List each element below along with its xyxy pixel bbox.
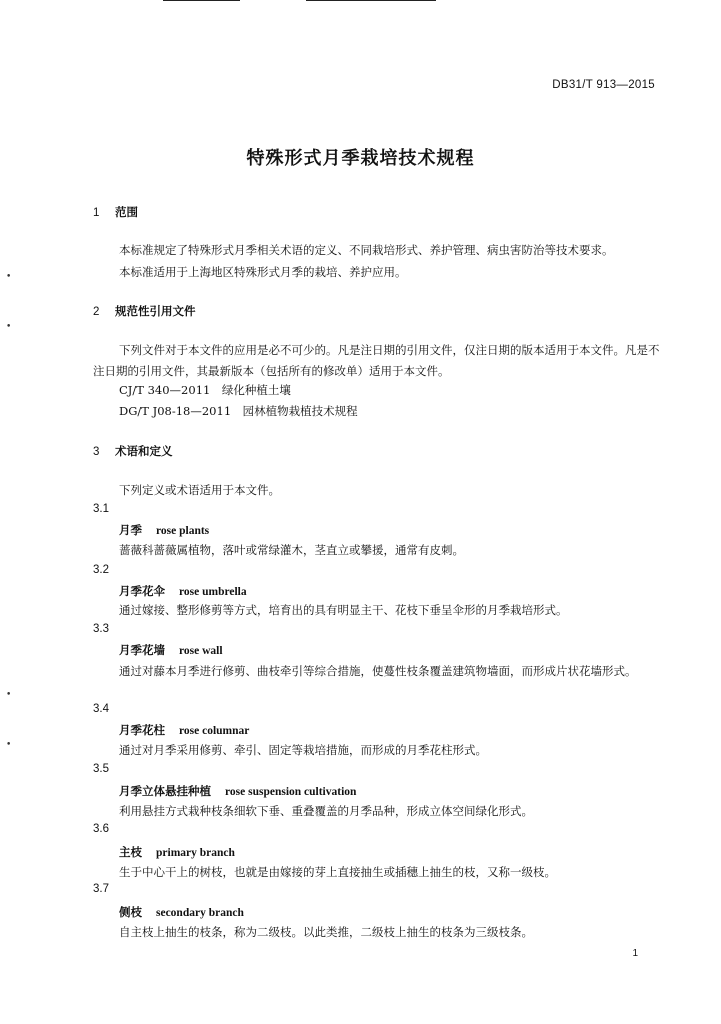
term-en: rose wall bbox=[179, 645, 223, 657]
term-en: primary branch bbox=[156, 847, 235, 859]
section-number: 3 bbox=[93, 446, 100, 458]
term-heading bbox=[119, 722, 249, 738]
section-title: 术语和定义 bbox=[115, 444, 173, 458]
term-definition: 生于中心干上的树枝，也就是由嫁接的芽上直接抽生或插穗上抽生的枝，又称一级枝。 bbox=[119, 865, 556, 879]
term-heading bbox=[119, 904, 244, 920]
term-cn: 侧枝 bbox=[119, 905, 142, 919]
term-en: secondary branch bbox=[156, 907, 244, 919]
term-definition: 通过对藤本月季进行修剪、曲枝牵引等综合措施，使蔓性枝条覆盖建筑物墙面，而形成片状花墙形式。 bbox=[119, 664, 637, 678]
term-definition: 自主枝上抽生的枝条，称为二级枝。以此类推，二级枝上抽生的枝条为三级枝条。 bbox=[119, 925, 533, 939]
clause-number: 3.4 bbox=[93, 703, 109, 715]
term-en: rose umbrella bbox=[179, 586, 247, 598]
scan-mark: • bbox=[6, 272, 12, 282]
term-heading bbox=[119, 844, 235, 860]
term-cn: 主枝 bbox=[119, 845, 142, 859]
section-1-paragraph: 本标准规定了特殊形式月季相关术语的定义、不同栽培形式、养护管理、病虫害防治等技术要求。 bbox=[119, 243, 614, 257]
term-cn: 月季立体悬挂种植 bbox=[119, 784, 211, 798]
term-heading bbox=[119, 583, 247, 599]
clause-number: 3.3 bbox=[93, 623, 109, 635]
section-1-paragraph: 本标准适用于上海地区特殊形式月季的栽培、养护应用。 bbox=[119, 265, 407, 279]
clause-number: 3.2 bbox=[93, 564, 109, 576]
normative-reference: DG/T J08-18—2011 园林植物栽植技术规程 bbox=[119, 404, 358, 418]
section-3-intro: 下列定义或术语适用于本文件。 bbox=[119, 483, 280, 497]
section-2-paragraph: 下列文件对于本文件的应用是必不可少的。凡是注日期的引用文件，仅注日期的版本适用于本文件。凡是不注日期的引用文件，其最新版本（包括所有的修改单）适用于本文件。 bbox=[93, 343, 660, 378]
document-code: DB31/T 913—2015 bbox=[552, 79, 655, 91]
term-definition: 利用悬挂方式栽种枝条细软下垂、重叠覆盖的月季品种，形成立体空间绿化形式。 bbox=[119, 804, 533, 818]
section-2-heading bbox=[93, 303, 196, 319]
section-1-heading bbox=[93, 204, 138, 220]
term-cn: 月季花柱 bbox=[119, 723, 165, 737]
scan-top-rule bbox=[163, 0, 240, 1]
term-heading bbox=[119, 642, 223, 658]
page-number: 1 bbox=[632, 948, 638, 959]
scan-mark: • bbox=[6, 322, 12, 332]
term-cn: 月季花伞 bbox=[119, 584, 165, 598]
scan-mark: • bbox=[6, 740, 12, 750]
term-definition: 通过对月季采用修剪、牵引、固定等栽培措施，而形成的月季花柱形式。 bbox=[119, 743, 487, 757]
scan-top-rule bbox=[306, 0, 436, 1]
term-cn: 月季花墙 bbox=[119, 643, 165, 657]
term-en: rose columnar bbox=[179, 725, 250, 737]
clause-number: 3.5 bbox=[93, 763, 109, 775]
term-definition: 通过嫁接、整形修剪等方式，培育出的具有明显主干、花枝下垂呈伞形的月季栽培形式。 bbox=[119, 603, 568, 617]
scan-mark: • bbox=[6, 690, 12, 700]
normative-reference: CJ/T 340—2011 绿化种植土壤 bbox=[119, 383, 291, 397]
term-en: rose plants bbox=[156, 525, 210, 537]
term-heading bbox=[119, 522, 209, 538]
section-number: 1 bbox=[93, 207, 100, 219]
clause-number: 3.1 bbox=[93, 503, 109, 515]
term-heading bbox=[119, 783, 356, 799]
section-title: 规范性引用文件 bbox=[115, 304, 196, 318]
clause-number: 3.7 bbox=[93, 883, 109, 895]
section-3-heading bbox=[93, 443, 173, 459]
term-definition: 蔷薇科蔷薇属植物，落叶或常绿灌木，茎直立或攀援，通常有皮刺。 bbox=[119, 543, 464, 557]
term-cn: 月季 bbox=[119, 523, 142, 537]
document-title: 特殊形式月季栽培技术规程 bbox=[246, 148, 475, 169]
section-number: 2 bbox=[93, 306, 100, 318]
clause-number: 3.6 bbox=[93, 823, 109, 835]
term-en: rose suspension cultivation bbox=[225, 786, 357, 798]
section-title: 范围 bbox=[115, 205, 138, 219]
